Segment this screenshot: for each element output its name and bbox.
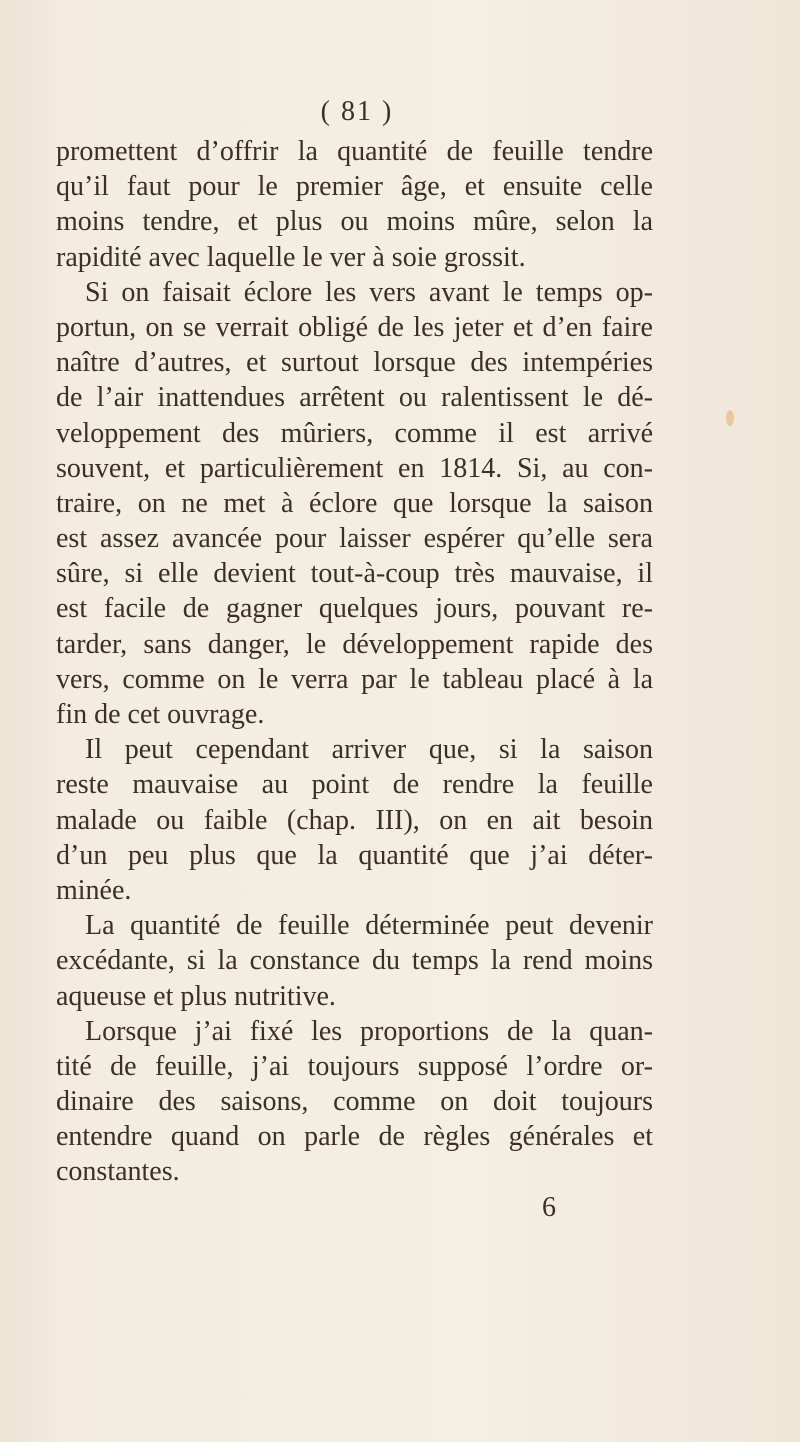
text-line: traire, on ne met à éclore que lorsque la saison: [56, 487, 653, 519]
text-line: minée.: [56, 874, 132, 906]
text-line: entendre quand on parle de règles générales et: [56, 1121, 653, 1153]
text-line: qu’il faut pour le premier âge, et ensuite celle: [56, 171, 653, 203]
text-line: tarder, sans danger, le développement rapide des: [56, 628, 653, 660]
text-line: promettent d’offrir la quantité de feuille tendre: [56, 136, 653, 167]
text-line: sûre, si elle devient tout-à-coup très mauvaise, il: [56, 558, 653, 590]
text-line: aqueuse et plus nutritive.: [56, 980, 336, 1012]
text-line: de l’air inattendues arrêtent ou ralentissent le dé-: [56, 382, 653, 414]
text-line: Lorsque j’ai fixé les proportions de la quan-: [85, 1015, 653, 1047]
text-line: souvent, et particulièrement en 1814. Si, au con-: [56, 452, 653, 484]
text-line: excédante, si la constance du temps la rend moins: [56, 945, 653, 977]
text-line: naître d’autres, et surtout lorsque des intempéries: [56, 347, 653, 379]
text-line: veloppement des mûriers, comme il est arrivé: [56, 417, 653, 449]
signature-mark: 6: [542, 1192, 556, 1223]
page-number: ( 81 ): [320, 96, 394, 127]
paper-stain: [726, 410, 734, 426]
text-line: constantes.: [56, 1156, 180, 1188]
body-text: [56, 134, 653, 1190]
text-line: est facile de gagner quelques jours, pouvant re-: [56, 593, 653, 625]
text-line: moins tendre, et plus ou moins mûre, selon la: [56, 206, 653, 238]
text-line: malade ou faible (chap. III), on en ait besoin: [56, 804, 653, 836]
text-line: portun, on se verrait obligé de les jeter et d’en faire: [56, 311, 653, 343]
text-line: dinaire des saisons, comme on doit toujours: [56, 1086, 653, 1118]
text-line: La quantité de feuille déterminée peut devenir: [85, 910, 653, 942]
text-line: Si on faisait éclore les vers avant le temps op-: [85, 276, 653, 308]
text-line: Il peut cependant arriver que, si la saison: [85, 734, 653, 766]
text-line: est assez avancée pour laisser espérer qu’elle sera: [56, 523, 653, 555]
text-line: d’un peu plus que la quantité que j’ai déter-: [56, 839, 653, 871]
text-line: tité de feuille, j’ai toujours supposé l’ordre or-: [56, 1050, 653, 1082]
text-line: fin de cet ouvrage.: [56, 699, 265, 730]
text-line: rapidité avec laquelle le ver à soie grossit.: [56, 241, 526, 273]
text-line: vers, comme on le verra par le tableau placé à la: [56, 663, 653, 695]
text-line: reste mauvaise au point de rendre la feuille: [56, 769, 653, 801]
